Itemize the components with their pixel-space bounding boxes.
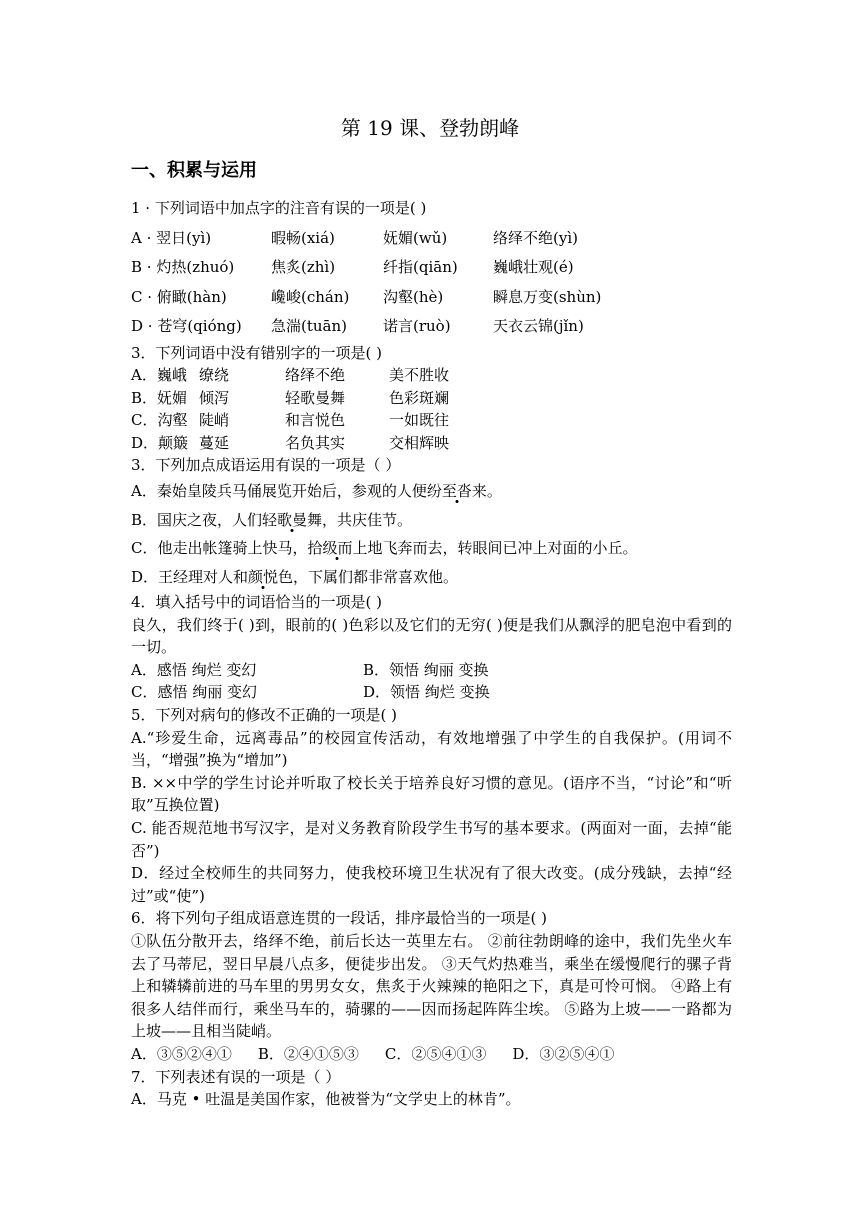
question-stem: 4．填入括号中的词语恰当的一项是( ) [131,593,383,612]
option-c: C．他走出帐篷骑上快马，拾级而上地飞奔而去，转眼间已冲上对面的小丘。 [131,534,732,563]
question-stem: 5．下列对病句的修改不正确的一项是( ) [131,706,398,725]
option-d: D．王经理对人和颜悦色，下属们都非常喜欢他。 [131,563,732,592]
option-b: B. ××中学的学生讨论并听取了校长关于培养良好习惯的意见。(语序不当，“讨论”和“听取”互换位置) [131,773,732,815]
option-row: A．③⑤②④① B．②④①⑤③ C．②⑤④①③ D．③②⑤④① [131,1044,615,1063]
option-row: B · 灼热(zhuó) 焦炙(zhì) 纤指(qiān) 巍峨壮观(é) [131,258,574,276]
option-row: A · 翌日(yì) 暇畅(xiá) 妩媚(wǔ) 络绎不绝(yì) [131,228,578,247]
question-list [131,194,732,1111]
option-b: B．国庆之夜，人们轻歌曼舞，共庆佳节。 [131,506,732,535]
question-1 [131,194,732,342]
question-stem: 1 · 下列词语中加点字的注音有误的一项是( ) [131,199,427,217]
question-6 [131,907,732,1065]
option-row: D．颠簸 蔓延 名负其实 交相辉映 [131,433,450,452]
question-5 [131,704,732,907]
section-heading: 一、积累与运用 [131,160,257,181]
option-row: A．感悟 绚烂 变幻 B．领悟 绚丽 变换 [131,660,489,679]
question-2 [131,342,732,455]
question-stem: 3．下列词语中没有错别字的一项是( ) [131,343,383,362]
option-row: C．沟壑 陡峭 和言悦色 一如既往 [131,411,450,430]
question-stem: 3．下列加点成语运用有误的一项是（ ） [131,456,401,475]
question-stem: 7．下列表述有误的一项是（ ） [131,1067,341,1086]
question-3 [131,454,732,591]
option-a: A．马克 • 吐温是美国作家，他被誉为“文学史上的林肯”。 [131,1090,521,1109]
option-row: B．妩媚 倾泻 轻歌曼舞 色彩斑斓 [131,388,450,407]
question-stem: 6．将下列句子组成语意连贯的一段话，排序最恰当的一项是( ) [131,909,548,928]
question-4 [131,591,732,704]
option-row: C．感悟 绚丽 变幻 D．领悟 绚烂 变换 [131,683,490,702]
dotted-idiom: 和颜悦色 [233,568,293,590]
option-a: A.“珍爱生命，远离毒品”的校园宣传活动，有效地增强了中学生的自我保护。(用词不当，“增强”换为“增加”) [131,728,732,770]
option-d: D．经过全校师生的共同努力，使我校环境卫生状况有了很大改变。(成分残缺，去掉“经过”或“使”) [131,864,732,905]
option-row: C · 俯瞰(hàn) 巉峻(chán) 沟壑(hè) 瞬息万变(shùn) [131,287,602,306]
question-passage: 良久，我们终于( )到，眼前的( )色彩以及它们的无穷( )便是我们从飘浮的肥皂泡中看到的一切。 [131,615,732,657]
question-passage: ①队伍分散开去，络绎不绝，前后长达一英里左右。 ②前往勃朗峰的途中，我们先坐火车去了马蒂尼，翌日早晨八点多，便徒步出发。 ③天气灼热难当，乘坐在缓慢爬行的骡子背上和辚辚前进的马车里的男男女女，焦炙于火辣辣的艳阳之下，真是可怜可悯。 ④路上有很多人结伴而行，乘坐马车的，骑骡的——因而扬起阵阵尘埃。 ⑤路为上坡——一路都为上坡——且相当陡峭。 [131,931,732,1041]
option-row: A．巍峨 缭绕 络绎不绝 美不胜收 [131,366,450,385]
option-row: D · 苍穹(qióng) 急湍(tuān) 诺言(ruò) 天衣云锦(jǐn) [131,317,584,335]
dotted-idiom: 轻歌曼舞 [262,511,322,533]
dotted-idiom: 纷至沓来 [427,482,487,504]
question-7 [131,1066,732,1111]
option-a: A．秦始皇陵兵马俑展览开始后，参观的人便纷至沓来。 [131,477,732,506]
option-c: C. 能否规范地书写汉字，是对义务教育阶段学生书写的基本要求。(两面对一面，去掉“能否”) [131,819,732,860]
page-title: 第 19 课、登勃朗峰 [340,116,520,140]
dotted-idiom: 拾级而上 [307,539,367,561]
